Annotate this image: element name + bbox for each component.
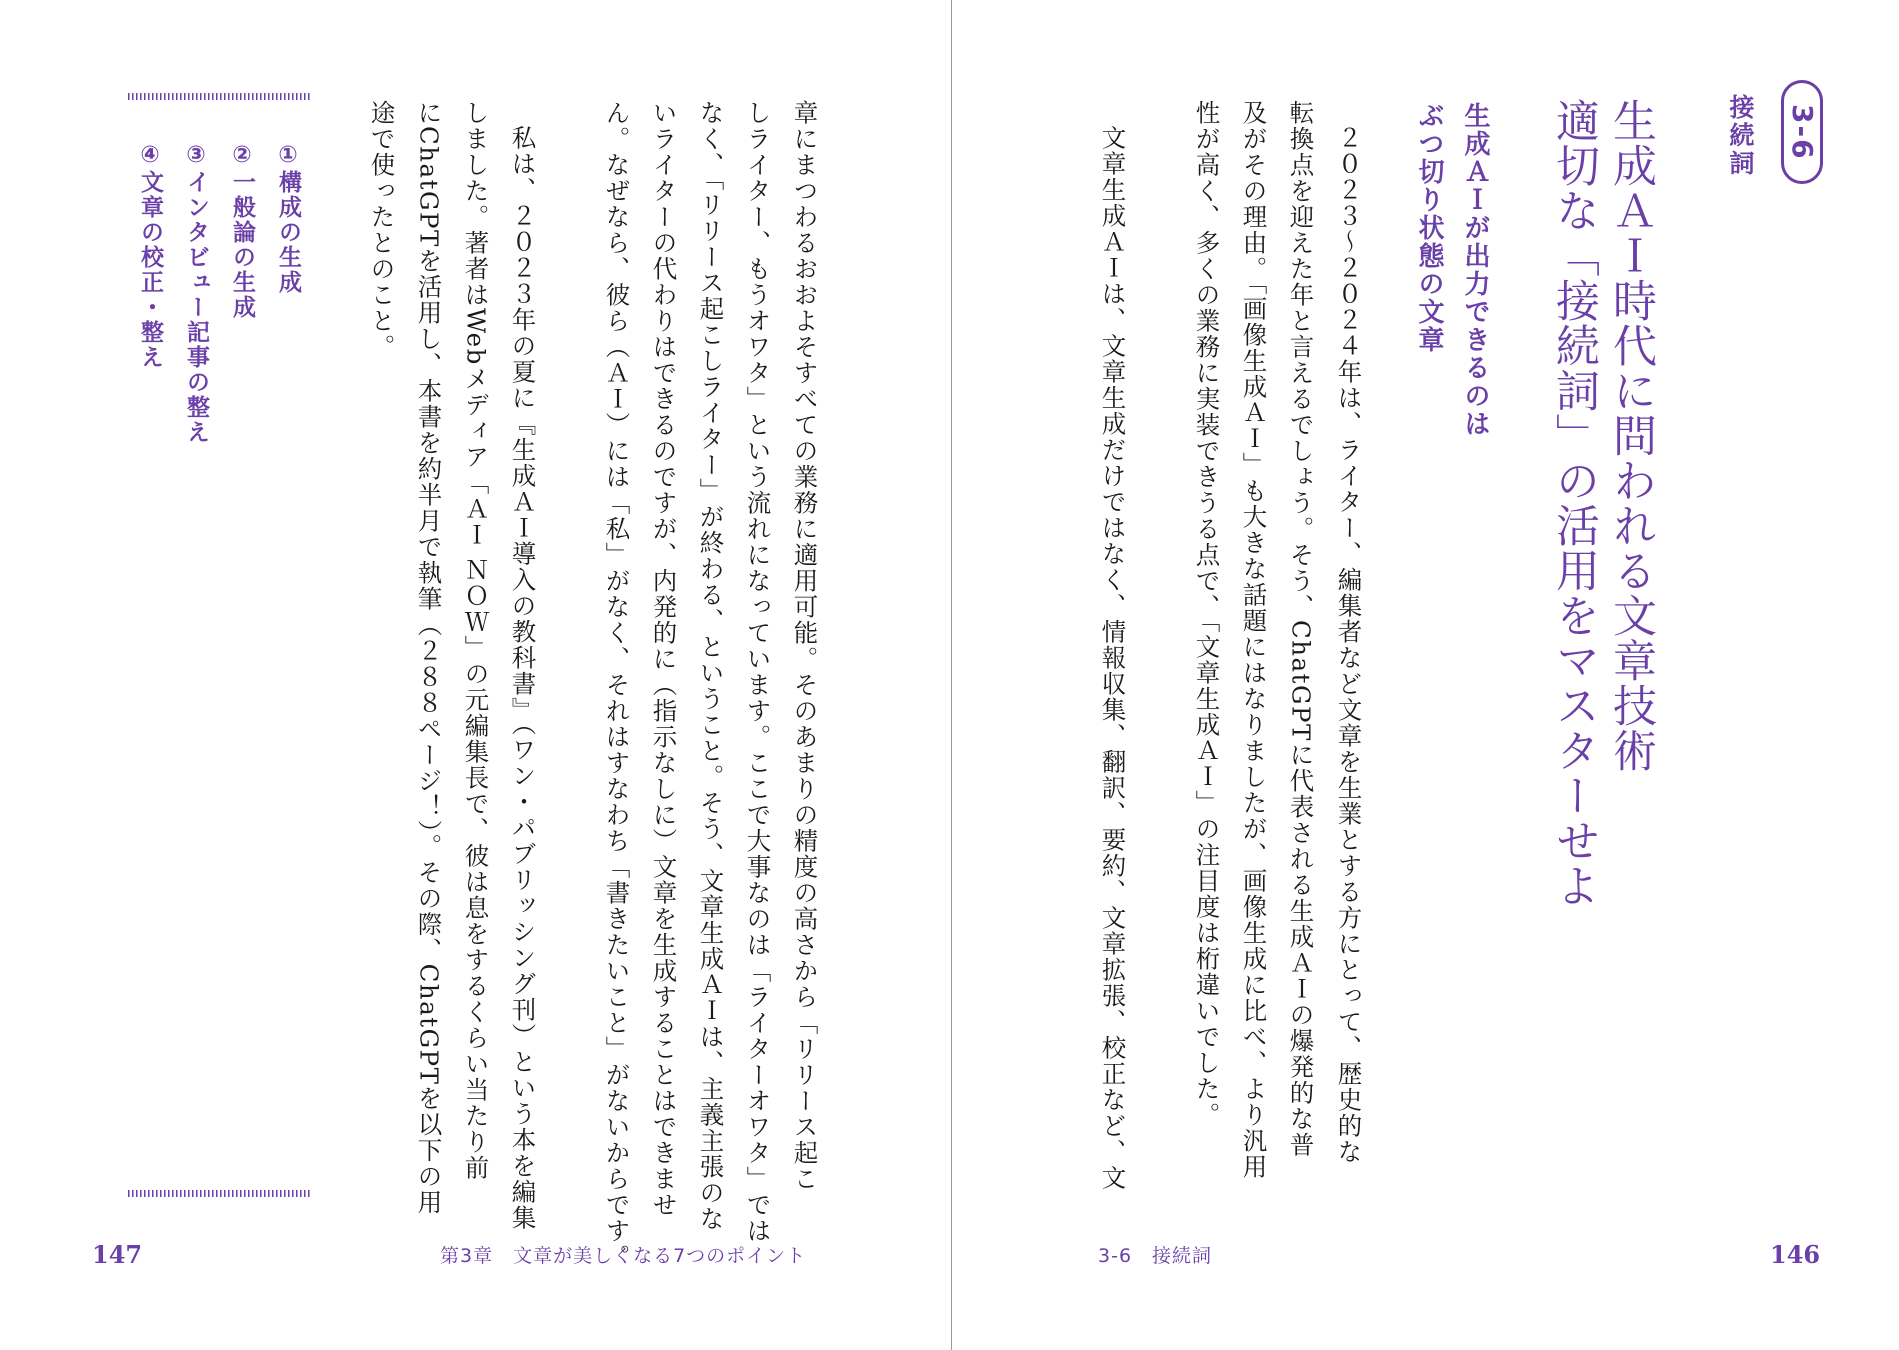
running-head-left: 第3章 文章が美しくなる7つのポイント [440, 1245, 807, 1267]
subtitle-line-1: 生成ＡＩが出力できるのは [1460, 102, 1490, 438]
body-column: 及がその理由。「画像生成ＡＩ」も大きな話題にはなりましたが、画像生成に比べ、より汎用 [1239, 100, 1269, 1180]
body-column: にChatGPTを活用し、本書を約半月で執筆（２８８ページ！）。その際、ChatGPTを以下の用 [414, 100, 444, 1216]
page-number-right: 146 [1770, 1240, 1821, 1269]
section-number: 3-6 [1786, 103, 1819, 161]
section-number-badge [1781, 80, 1823, 184]
body-column: なく、「リリース起こしライター」が終わる、ということ。そう、文章生成ＡＩは、主義主張のな [696, 100, 726, 1232]
body-column: 文章生成ＡＩは、文章生成だけではなく、情報収集、翻訳、要約、文章拡張、校正など、文 [1098, 125, 1128, 1191]
body-column: ２０２３〜２０２４年は、ライター、編集者など文章を生業とする方にとって、歴史的な [1334, 125, 1364, 1165]
body-column: 性が高く、多くの業務に実装できうる点で、「文章生成ＡＩ」の注目度は桁違いでした。 [1192, 100, 1222, 1128]
toc-rule-top [128, 93, 311, 100]
body-column: しライター、もうオワタ」という流れになっています。ここで大事なのは「ライターオワタ」では [743, 100, 773, 1244]
toc-item: ①構成の生成 [275, 142, 301, 295]
page-gutter [951, 0, 952, 1350]
toc-rule-bottom [128, 1190, 311, 1197]
body-column: 私は、２０２３年の夏に『生成ＡＩ導入の教科書』（ワン・パブリッシング刊）という本を編集 [508, 125, 538, 1231]
toc-item: ④文章の校正・整え [137, 142, 163, 370]
title-line-2: 適切な「接続詞」の活用をマスターせよ [1548, 98, 1599, 908]
body-column: 途で使ったとのこと。 [367, 100, 397, 360]
section-tag: 接続詞 [1726, 94, 1755, 178]
page-number-left: 147 [92, 1240, 143, 1269]
body-column: 章にまつわるおおよそすべての業務に適用可能。そのあまりの精度の高さから「リリース起こ [790, 100, 820, 1192]
body-column: いライターの代わりはできるのですが、内発的に（指示なしに）文章を生成することはできませ [649, 100, 679, 1218]
body-column: ん。なぜなら、彼ら（ＡＩ）には「私」がなく、それはすなわち「書きたいこと」がないからです。 [602, 100, 632, 1270]
toc-item: ③インタビュー記事の整え [183, 142, 209, 445]
body-column: しました。著者はWebメディア「ＡＩ ＮＯＷ」の元編集長で、彼は息をするくらい当たり前 [461, 100, 491, 1182]
subtitle-line-2: ぶつ切り状態の文章 [1414, 102, 1444, 354]
body-column: 転換点を迎えた年と言えるでしょう。そう、ChatGPTに代表される生成ＡＩの爆発的な普 [1286, 100, 1316, 1158]
title-line-1: 生成ＡＩ時代に問われる文章技術 [1605, 98, 1656, 773]
toc-item: ②一般論の生成 [229, 142, 255, 320]
running-head-right: 3-6 接続詞 [1098, 1245, 1213, 1267]
